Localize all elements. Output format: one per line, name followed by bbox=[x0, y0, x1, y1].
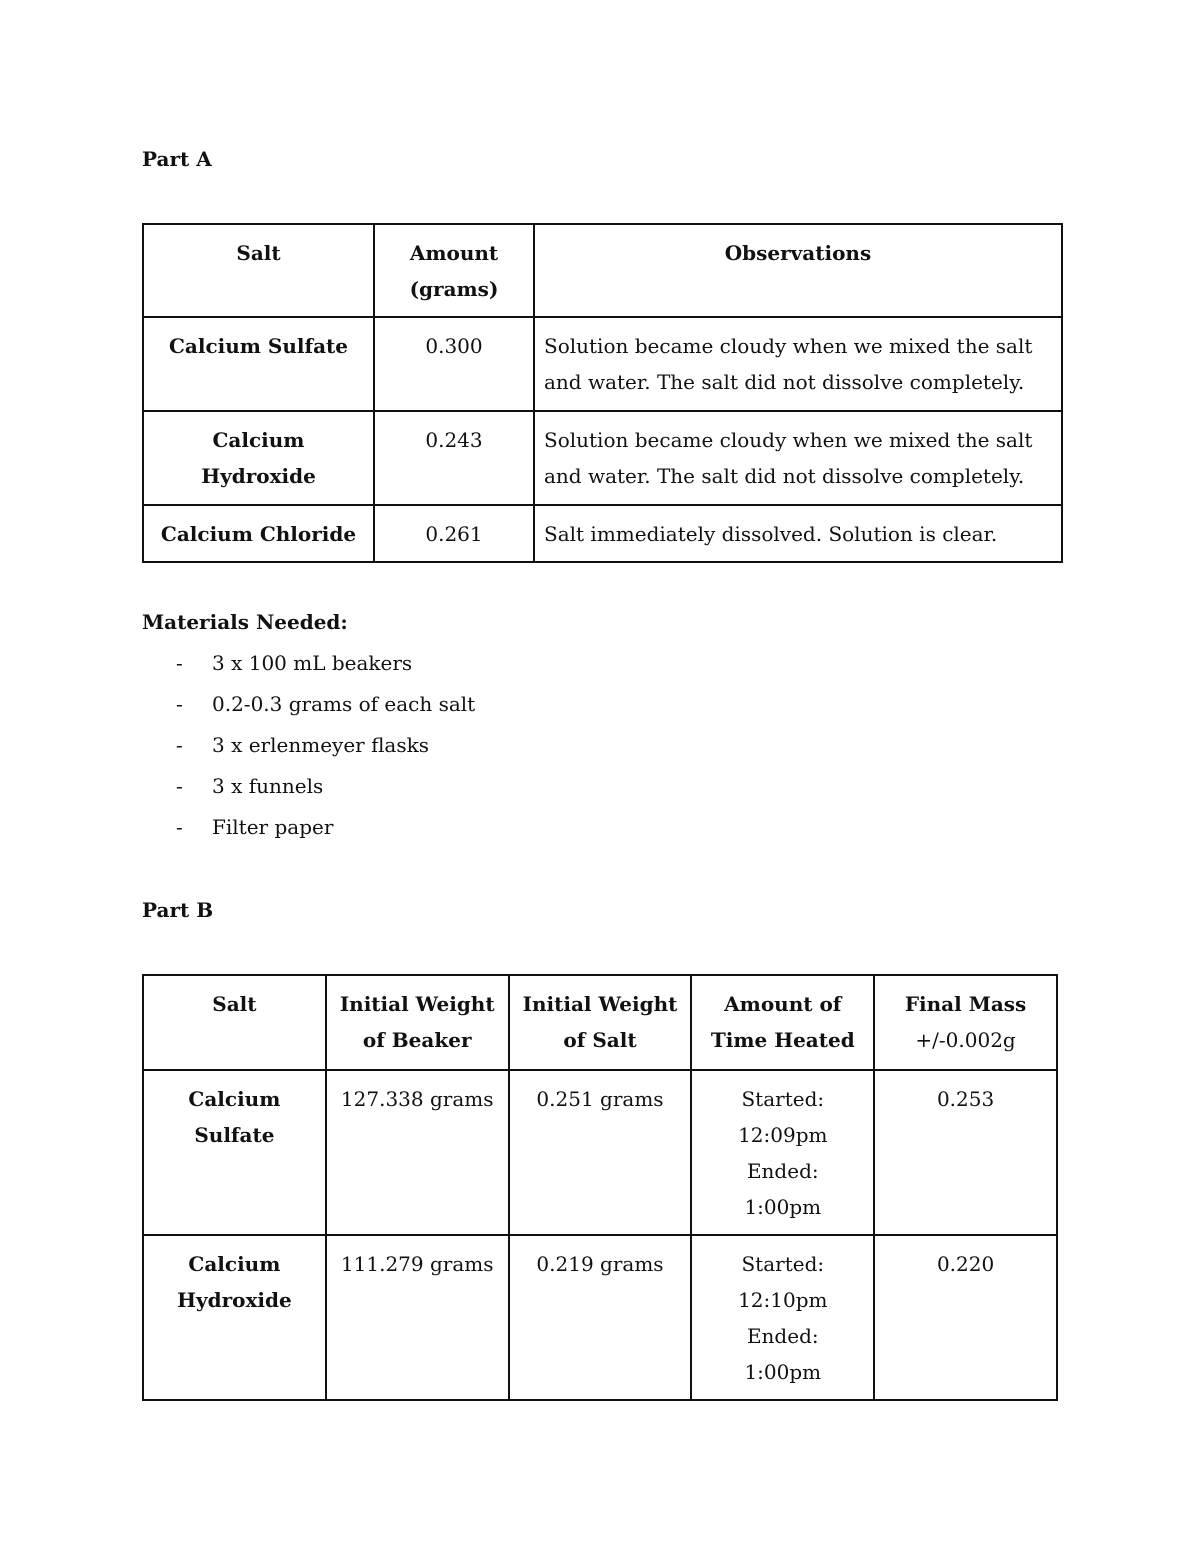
header-amount: Amount (grams) bbox=[374, 224, 534, 317]
list-bullet: - bbox=[176, 651, 183, 675]
salt-weight-cell: 0.219 grams bbox=[509, 1235, 692, 1400]
table-row bbox=[143, 411, 1062, 505]
time-heated-cell: Started: 12:10pm Ended: 1:00pm bbox=[691, 1235, 874, 1400]
table-row bbox=[143, 505, 1062, 562]
list-bullet: - bbox=[176, 692, 183, 716]
part-b-heading: Part B bbox=[142, 898, 214, 922]
salt-cell: Calcium Hydroxide bbox=[143, 411, 374, 505]
header-salt: Salt bbox=[143, 224, 374, 317]
amount-cell: 0.243 bbox=[374, 411, 534, 505]
part-a-table bbox=[142, 223, 1063, 563]
beaker-weight-cell: 127.338 grams bbox=[326, 1070, 509, 1235]
table-header-row bbox=[143, 975, 1057, 1070]
part-a-heading: Part A bbox=[142, 147, 212, 171]
header-initial-weight-salt: Initial Weight of Salt bbox=[509, 975, 692, 1070]
amount-cell: 0.300 bbox=[374, 317, 534, 411]
table-row bbox=[143, 1235, 1057, 1400]
table-header-row bbox=[143, 224, 1062, 317]
table-row bbox=[143, 1070, 1057, 1235]
salt-cell: Calcium Sulfate bbox=[143, 317, 374, 411]
observations-cell: Solution became cloudy when we mixed the salt and water. The salt did not dissolve completely. bbox=[534, 317, 1062, 411]
list-item-text: 3 x erlenmeyer flasks bbox=[212, 733, 429, 757]
header-final-mass: Final Mass +/-0.002g bbox=[874, 975, 1057, 1070]
table-row bbox=[143, 317, 1062, 411]
part-b-table bbox=[142, 974, 1058, 1401]
list-bullet: - bbox=[176, 815, 183, 839]
observations-cell: Salt immediately dissolved. Solution is clear. bbox=[534, 505, 1062, 562]
list-item-text: 3 x funnels bbox=[212, 774, 324, 798]
materials-heading: Materials Needed: bbox=[142, 610, 348, 634]
final-mass-cell: 0.220 bbox=[874, 1235, 1057, 1400]
salt-cell: Calcium Chloride bbox=[143, 505, 374, 562]
observations-cell: Solution became cloudy when we mixed the salt and water. The salt did not dissolve completely. bbox=[534, 411, 1062, 505]
list-bullet: - bbox=[176, 733, 183, 757]
list-item-text: 3 x 100 mL beakers bbox=[212, 651, 413, 675]
list-item-text: Filter paper bbox=[212, 815, 334, 839]
list-bullet: - bbox=[176, 774, 183, 798]
beaker-weight-cell: 111.279 grams bbox=[326, 1235, 509, 1400]
header-initial-weight-beaker: Initial Weight of Beaker bbox=[326, 975, 509, 1070]
time-heated-cell: Started: 12:09pm Ended: 1:00pm bbox=[691, 1070, 874, 1235]
salt-weight-cell: 0.251 grams bbox=[509, 1070, 692, 1235]
list-item-text: 0.2-0.3 grams of each salt bbox=[212, 692, 476, 716]
amount-cell: 0.261 bbox=[374, 505, 534, 562]
salt-cell: Calcium Hydroxide bbox=[143, 1235, 326, 1400]
header-salt: Salt bbox=[143, 975, 326, 1070]
final-mass-cell: 0.253 bbox=[874, 1070, 1057, 1235]
header-observations: Observations bbox=[534, 224, 1062, 317]
header-time-heated: Amount of Time Heated bbox=[691, 975, 874, 1070]
salt-cell: Calcium Sulfate bbox=[143, 1070, 326, 1235]
